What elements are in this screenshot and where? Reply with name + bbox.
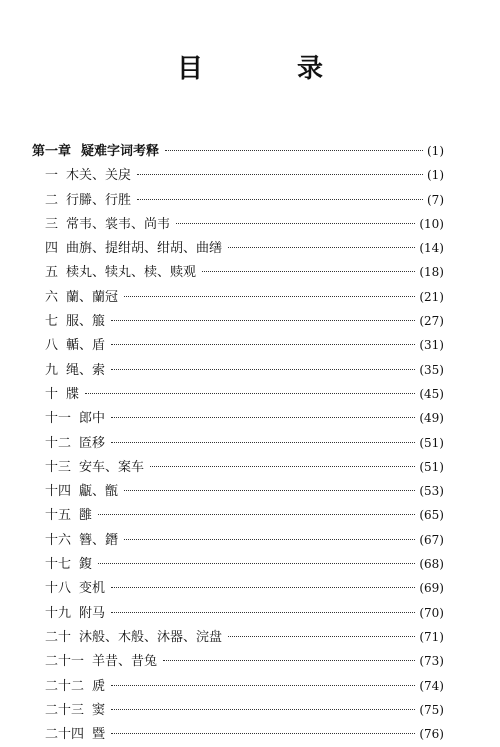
entry-page-number: (75)	[419, 702, 444, 717]
dot-leader	[98, 563, 415, 564]
toc-entry-row	[32, 479, 444, 503]
entry-page-number: (18)	[419, 265, 444, 280]
toc-entry-row	[32, 455, 444, 479]
dot-leader	[176, 223, 415, 224]
entry-title: 椟丸、犊丸、椟、赎观	[66, 265, 197, 281]
toc-entry-row	[32, 698, 444, 722]
entry-title: 虒	[92, 678, 106, 694]
entry-page-number: (68)	[419, 557, 444, 572]
toc-entry-row	[32, 188, 444, 212]
dot-leader	[111, 612, 415, 613]
entry-number: 五	[45, 265, 59, 281]
entry-number: 二十	[45, 629, 72, 645]
entry-page-number: (7)	[427, 192, 444, 207]
toc-entry-row	[32, 625, 444, 649]
entry-page-number: (49)	[419, 411, 444, 426]
toc-entry-row	[32, 236, 444, 260]
entry-page-number: (10)	[419, 216, 444, 231]
entry-number: 二十二	[45, 678, 85, 694]
toc-entry-row	[32, 722, 444, 746]
dot-leader	[124, 539, 415, 540]
page-title: 目 录	[176, 54, 357, 84]
entry-title: 甗、甑	[79, 484, 119, 500]
entry-page-number: (1)	[427, 168, 444, 183]
entry-title: 郎中	[79, 411, 106, 427]
entry-page-number: (76)	[419, 727, 444, 742]
chapter-page-number: (1)	[427, 144, 444, 158]
toc-entry-row	[32, 503, 444, 527]
entry-page-number: (53)	[419, 484, 444, 499]
entry-page-number: (51)	[419, 435, 444, 450]
table-of-contents	[32, 139, 444, 746]
toc-entry-row	[32, 576, 444, 600]
entry-number: 十四	[45, 484, 72, 500]
entry-number: 十一	[45, 411, 72, 427]
entry-page-number: (74)	[419, 678, 444, 693]
dot-leader	[111, 320, 415, 321]
entry-title: 安车、案车	[79, 459, 145, 475]
toc-entry-row	[32, 285, 444, 309]
entry-number: 十三	[45, 459, 72, 475]
toc-entries	[32, 163, 444, 746]
dot-leader	[163, 660, 415, 661]
entry-title: 沐般、木般、沐器、浣盘	[79, 629, 223, 645]
entry-title: 服、箙	[66, 314, 106, 330]
entry-number: 十	[45, 386, 59, 402]
dot-leader	[228, 247, 415, 248]
entry-page-number: (65)	[419, 508, 444, 523]
dot-leader	[111, 442, 415, 443]
entry-page-number: (21)	[419, 289, 444, 304]
entry-page-number: (31)	[419, 338, 444, 353]
entry-number: 二十四	[45, 727, 85, 743]
dot-leader	[202, 271, 415, 272]
dot-leader	[111, 417, 415, 418]
entry-page-number: (71)	[419, 629, 444, 644]
toc-entry-row	[32, 163, 444, 187]
entry-title: 輴、盾	[66, 338, 106, 354]
entry-page-number: (51)	[419, 459, 444, 474]
dot-leader	[150, 466, 415, 467]
dot-leader	[165, 150, 423, 151]
entry-title: 附马	[79, 605, 106, 621]
entry-title: 曲旃、提绀胡、绀胡、曲缮	[66, 241, 223, 257]
entry-page-number: (69)	[419, 581, 444, 596]
chapter-title: 疑难字词考释	[81, 144, 160, 159]
entry-title: 绳、索	[66, 362, 106, 378]
dot-leader	[111, 587, 415, 588]
toc-entry-row	[32, 309, 444, 333]
entry-number: 一	[45, 168, 59, 184]
entry-number: 七	[45, 314, 59, 330]
toc-entry-row	[32, 333, 444, 357]
entry-title: 簪、鐕	[79, 532, 119, 548]
entry-number: 三	[45, 216, 59, 232]
toc-chapter-row	[32, 139, 444, 163]
toc-entry-row	[32, 212, 444, 236]
dot-leader	[124, 490, 415, 491]
entry-title: 鍑	[79, 557, 93, 573]
dot-leader	[228, 636, 415, 637]
entry-title: 蘭、蘭冠	[66, 289, 119, 305]
chapter-number: 第一章	[32, 144, 72, 159]
toc-entry-row	[32, 649, 444, 673]
entry-number: 十九	[45, 605, 72, 621]
entry-title: 变机	[79, 581, 106, 597]
entry-number: 十六	[45, 532, 72, 548]
entry-page-number: (27)	[419, 314, 444, 329]
entry-number: 十二	[45, 435, 72, 451]
entry-title: 牒	[66, 386, 80, 402]
entry-number: 二十一	[45, 654, 85, 670]
toc-entry-row	[32, 674, 444, 698]
entry-title: 常韦、裳韦、尚韦	[66, 216, 171, 232]
entry-title: 羊昔、昔兔	[92, 654, 158, 670]
entry-number: 十五	[45, 508, 72, 524]
entry-title: 暨	[92, 727, 106, 743]
toc-entry-row	[32, 601, 444, 625]
dot-leader	[85, 393, 415, 394]
entry-number: 六	[45, 289, 59, 305]
toc-entry-row	[32, 431, 444, 455]
toc-entry-row	[32, 528, 444, 552]
toc-entry-row	[32, 406, 444, 430]
entry-number: 十八	[45, 581, 72, 597]
entry-number: 九	[45, 362, 59, 378]
dot-leader	[111, 709, 415, 710]
dot-leader	[98, 514, 415, 515]
dot-leader	[111, 685, 415, 686]
dot-leader	[111, 369, 415, 370]
dot-leader	[124, 296, 415, 297]
entry-title: 窦	[92, 702, 106, 718]
entry-page-number: (73)	[419, 654, 444, 669]
toc-entry-row	[32, 552, 444, 576]
entry-title: 木关、关戾	[66, 168, 132, 184]
entry-page-number: (35)	[419, 362, 444, 377]
toc-entry-row	[32, 358, 444, 382]
entry-title: 行幐、行胜	[66, 192, 132, 208]
entry-title: 匼移	[79, 435, 106, 451]
entry-page-number: (67)	[419, 532, 444, 547]
entry-number: 十七	[45, 557, 72, 573]
entry-page-number: (14)	[419, 241, 444, 256]
entry-page-number: (70)	[419, 605, 444, 620]
dot-leader	[137, 199, 423, 200]
entry-number: 二十三	[45, 702, 85, 718]
toc-entry-row	[32, 382, 444, 406]
dot-leader	[111, 344, 415, 345]
entry-number: 二	[45, 192, 59, 208]
entry-number: 八	[45, 338, 59, 354]
dot-leader	[111, 733, 415, 734]
entry-page-number: (45)	[419, 386, 444, 401]
entry-number: 四	[45, 241, 59, 257]
toc-entry-row	[32, 260, 444, 284]
entry-title: 雝	[79, 508, 93, 524]
dot-leader	[137, 174, 423, 175]
